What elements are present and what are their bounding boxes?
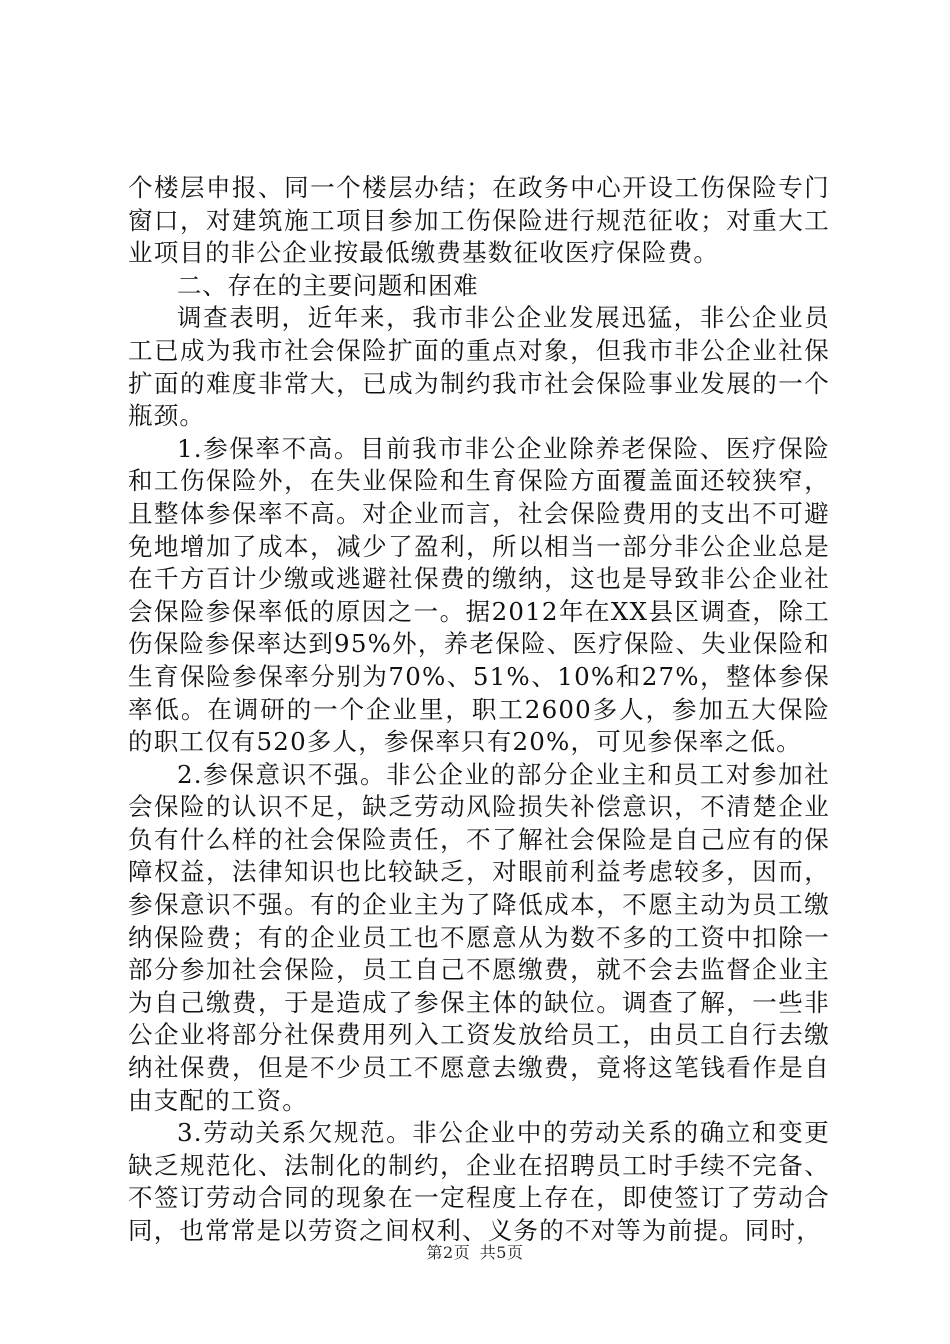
paragraph-continuation: 个楼层申报、同一个楼层办结；在政务中心开设工伤保险专门窗口，对建筑施工项目参加工伤保险进行规范征收；对重大工业项目的非公企业按最低缴费基数征收医疗保险费。 <box>128 173 830 268</box>
document-body <box>128 172 830 1248</box>
page-number: 第2页 <box>426 1243 471 1262</box>
page-footer <box>0 1240 950 1263</box>
paragraph-point-1: 1.参保率不高。目前我市非公企业除养老保险、医疗保险和工伤保险外，在失业保险和生育保险方面覆盖面还较狭窄，且整体参保率不高。对企业而言，社会保险费用的支出不可避免地增加了成本，减少了盈利，所以相当一部分非公企业总是在千方百计少缴或逃避社保费的缴纳，这也是导致非公企业社会保险参保率低的原因之一。据2012年在XX县区调查，除工伤保险参保率达到95%外，养老保险、医疗保险、失业保险和生育保险参保率分别为70%、51%、10%和27%，整体参保率低。在调研的一个企业里，职工2600多人，参加五大保险的职工仅有520多人，参保率只有20%，可见参保率之低。 <box>128 433 830 757</box>
section-heading: 二、存在的主要问题和困难 <box>177 270 479 300</box>
paragraph-point-3: 3.劳动关系欠规范。非公企业中的劳动关系的确立和变更缺乏规范化、法制化的制约，企业在招聘员工时手续不完备、不签订劳动合同的现象在一定程度上存在，即使签订了劳动合同，也常常是以劳资之间权利、义务的不对等为前提。同时， <box>128 1118 830 1245</box>
paragraph-point-2: 2.参保意识不强。非公企业的部分企业主和员工对参加社会保险的认识不足，缺乏劳动风险损失补偿意识，不清楚企业负有什么样的社会保险责任，不了解社会保险是自己应有的保障权益，法律知识也比较缺乏，对眼前利益考虑较多，因而，参保意识不强。有的企业主为了降低成本，不愿主动为员工缴纳保险费；有的企业员工也不愿意从为数不多的工资中扣除一部分参加社会保险，员工自己不愿缴费，就不会去监督企业主为自己缴费，于是造成了参保主体的缺位。调查了解，一些非公企业将部分社保费用列入工资发放给员工，由员工自行去缴纳社保费，但是不少员工不愿意去缴费，竟将这笔钱看作是自由支配的工资。 <box>128 759 830 1115</box>
paragraph-intro: 调查表明，近年来，我市非公企业发展迅猛，非公企业员工已成为我市社会保险扩面的重点对象，但我市非公企业社保扩面的难度非常大，已成为制约我市社会保险事业发展的一个瓶颈。 <box>128 303 830 431</box>
page-total: 共5页 <box>479 1243 524 1262</box>
